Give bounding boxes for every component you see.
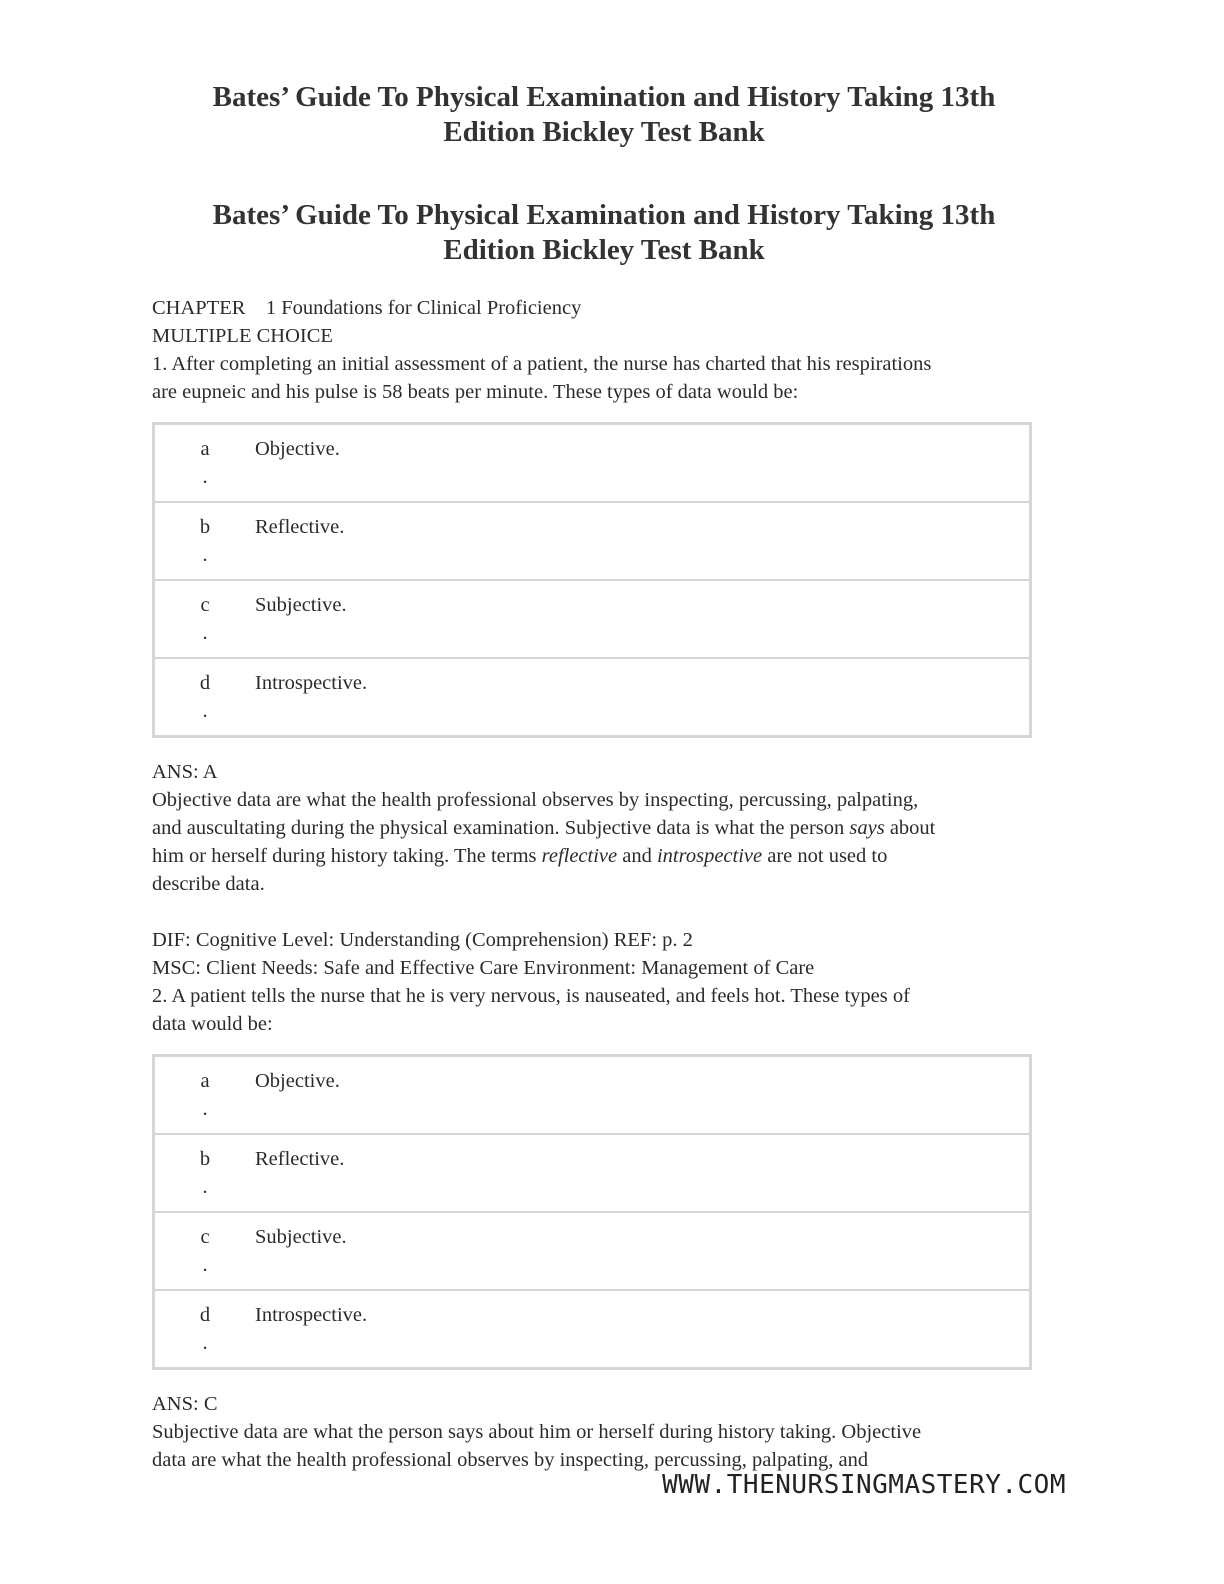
title-line-2: Edition Bickley Test Bank xyxy=(443,234,765,266)
choice-row xyxy=(154,658,1031,737)
choice-text: Reflective. xyxy=(255,1134,1031,1212)
choice-text: Introspective. xyxy=(255,1290,1031,1369)
choice-row xyxy=(154,1134,1031,1212)
choice-letter-cell xyxy=(154,424,256,503)
question-2 xyxy=(152,982,1032,1474)
choice-dot: . xyxy=(202,622,208,644)
website-footer: WWW.THENURSINGMASTERY.COM xyxy=(662,1470,1066,1500)
chapter-heading xyxy=(152,294,1032,322)
choice-dot: . xyxy=(202,1176,208,1198)
choice-row xyxy=(154,424,1031,503)
choice-letter: a xyxy=(200,438,210,460)
rationale-line: Objective data are what the health professional observes by inspecting, percussing, palpating, xyxy=(152,789,919,811)
choice-letter-cell xyxy=(154,1290,256,1369)
rationale-line: and auscultating during the physical examination. Subjective data is what the person says about xyxy=(152,817,936,839)
choice-row xyxy=(154,1056,1031,1135)
choice-letter: b xyxy=(199,516,211,538)
title-line-1: Bates’ Guide To Physical Examination and History Taking 13th xyxy=(212,81,996,113)
difficulty-line: DIF: Cognitive Level: Understanding (Comprehension) REF: p. 2 xyxy=(152,929,693,951)
choice-letter-cell xyxy=(154,1056,256,1135)
question-1 xyxy=(152,350,1032,982)
choice-letter-cell xyxy=(154,502,256,580)
choice-row xyxy=(154,580,1031,658)
choice-letter: c xyxy=(200,1226,210,1248)
chapter-title: 1 Foundations for Clinical Proficiency xyxy=(265,297,582,319)
choice-letter: d xyxy=(199,672,211,694)
rationale-line: describe data. xyxy=(152,873,265,895)
choice-letter: b xyxy=(199,1148,211,1170)
emphasis: says xyxy=(849,817,885,839)
choice-letter-cell xyxy=(154,1212,256,1290)
choice-letter-cell xyxy=(154,580,256,658)
choice-row xyxy=(154,1212,1031,1290)
choice-row xyxy=(154,1290,1031,1369)
title-line-2: Edition Bickley Test Bank xyxy=(443,116,765,148)
answer-key: ANS: A xyxy=(152,761,218,783)
section-heading: MULTIPLE CHOICE xyxy=(152,325,333,347)
answer-key: ANS: C xyxy=(152,1393,218,1415)
question-stem-line: data would be: xyxy=(152,1013,273,1035)
choice-text: Objective. xyxy=(255,438,340,460)
document-title-repeat xyxy=(152,198,1056,268)
choice-text: Subjective. xyxy=(255,1212,1031,1290)
choice-dot: . xyxy=(202,466,208,488)
choices-table xyxy=(152,422,1032,738)
choice-letter: c xyxy=(200,594,210,616)
document-body xyxy=(152,294,1032,1474)
choice-letter: d xyxy=(199,1304,211,1326)
choices-table xyxy=(152,1054,1032,1370)
rationale-line: Subjective data are what the person says about him or herself during history taking. Objective xyxy=(152,1421,922,1443)
emphasis: reflective xyxy=(541,845,618,867)
choice-dot: . xyxy=(202,544,208,566)
emphasis: introspective xyxy=(656,845,763,867)
choice-text: Objective. xyxy=(255,1070,340,1092)
choice-dot: . xyxy=(202,1254,208,1276)
question-stem-line: 2. A patient tells the nurse that he is very nervous, is nauseated, and feels hot. These types of xyxy=(152,985,910,1007)
choice-row xyxy=(154,502,1031,580)
choice-letter-cell xyxy=(154,1134,256,1212)
question-stem-line: are eupneic and his pulse is 58 beats per minute. These types of data would be: xyxy=(152,381,799,403)
choice-dot: . xyxy=(202,700,208,722)
choice-letter-cell xyxy=(154,658,256,737)
choice-letter: a xyxy=(200,1070,210,1092)
choice-dot: . xyxy=(202,1098,208,1120)
document-title xyxy=(152,80,1056,150)
choice-dot: . xyxy=(202,1332,208,1354)
chapter-label: CHAPTER xyxy=(152,297,246,319)
question-stem-line: 1. After completing an initial assessment of a patient, the nurse has charted that his respirations xyxy=(152,353,932,375)
choice-text: Introspective. xyxy=(255,658,1031,737)
choice-text: Subjective. xyxy=(255,580,1031,658)
rationale-line: him or herself during history taking. The terms reflective and introspective are not used to xyxy=(152,845,888,867)
choice-text: Reflective. xyxy=(255,502,1031,580)
title-line-1: Bates’ Guide To Physical Examination and History Taking 13th xyxy=(212,199,996,231)
rationale-line: data are what the health professional observes by inspecting, percussing, palpating, and xyxy=(152,1449,869,1471)
client-needs-line: MSC: Client Needs: Safe and Effective Care Environment: Management of Care xyxy=(152,957,815,979)
